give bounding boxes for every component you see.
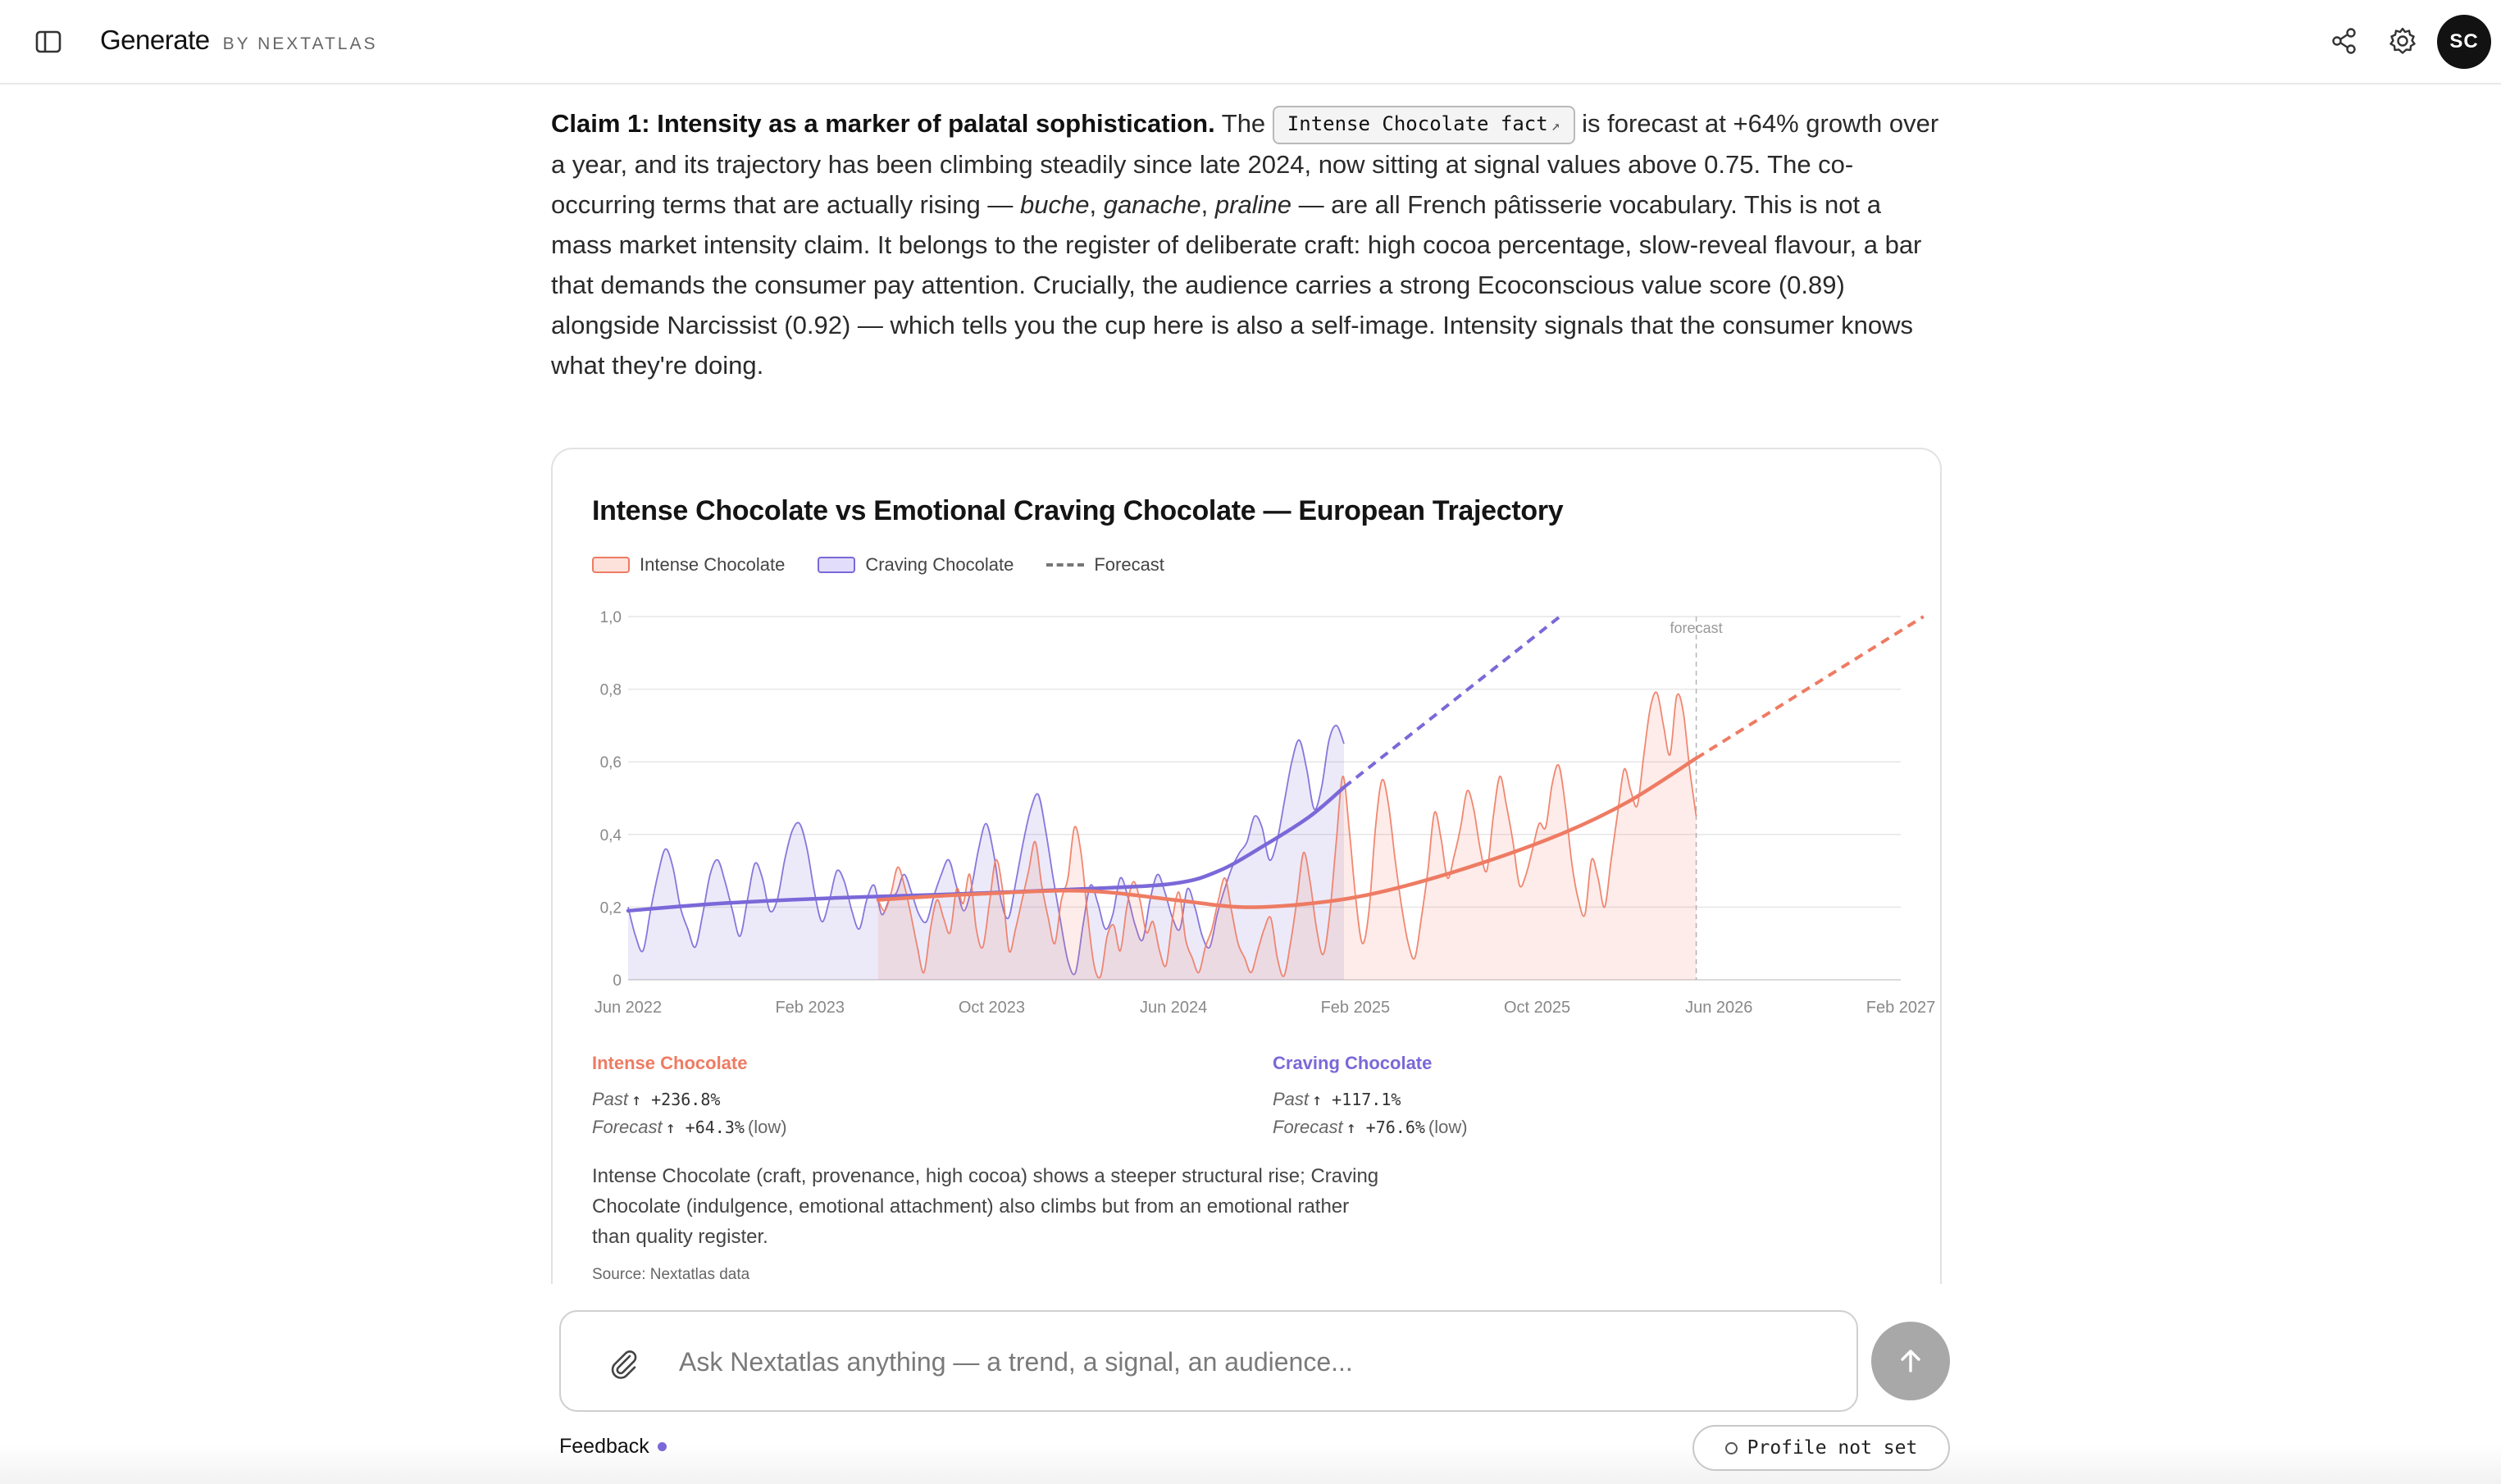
term: buche (1020, 190, 1090, 219)
app-subtitle: BY NEXTATLAS (222, 34, 378, 53)
article-text: — are all French pâtisserie vocabulary. This is not a mass market intensity claim. It belongs to the register of deliberate craft: high cocoa percentage, slow-reveal flavour, a bar that demands the consumer pay attention. Crucially, the audience carries a strong Ecoconscious value score (0.89) alongside Narcissist (0.92) — which tells you the cup here is also a self-image. Intensity signals that the consumer knows what they're doing. (551, 190, 1922, 380)
stats-key: Forecast (592, 1117, 663, 1137)
y-tick-label: 0,4 (599, 826, 622, 844)
legend-label: Forecast (1094, 554, 1164, 575)
stats-forecast (1273, 1113, 1896, 1141)
x-tick-label: Oct 2025 (1503, 999, 1571, 1017)
x-tick-label: Feb 2025 (1320, 999, 1391, 1017)
legend-item-craving (818, 554, 1014, 576)
chart-title: Intense Chocolate vs Emotional Craving Chocolate — European Trajectory (592, 495, 1564, 526)
send-button[interactable] (1871, 1322, 1950, 1400)
legend-label: Craving Chocolate (865, 554, 1014, 575)
chart-card (551, 448, 1942, 1284)
x-tick-label: Oct 2023 (958, 999, 1026, 1017)
legend-swatch-forecast (1046, 563, 1084, 567)
paperclip-icon[interactable] (605, 1345, 641, 1381)
top-bar (0, 0, 2501, 84)
x-tick-label: Jun 2024 (1139, 999, 1208, 1017)
stats-key: Past (592, 1089, 629, 1109)
brand (100, 25, 377, 56)
claim-heading: Claim 1: Intensity as a marker of palatal sophistication. (551, 109, 1215, 138)
legend-label: Intense Chocolate (640, 554, 786, 575)
chart-caption: Intense Chocolate (craft, provenance, high cocoa) shows a steeper structural rise; Craving Chocolate (indulgence, emotional attachment) also climbs but from an emotional rather than quality register. (592, 1165, 1379, 1248)
avatar[interactable]: SC (2437, 15, 2491, 69)
stats-quality: (low) (747, 1117, 787, 1137)
chart-source: Source: Nextatlas data (592, 1266, 750, 1283)
term: praline (1214, 190, 1292, 219)
profile-button[interactable] (1692, 1425, 1950, 1471)
chart-legend (592, 554, 1164, 576)
stats-title: Craving Chocolate (1273, 1053, 1433, 1073)
legend-item-intense (592, 554, 785, 576)
sidebar-toggle-icon[interactable] (33, 26, 64, 57)
feedback-dot (658, 1442, 667, 1451)
share-icon[interactable] (2328, 25, 2361, 57)
feedback-link[interactable] (559, 1435, 667, 1459)
y-tick-label: 0,6 (599, 754, 622, 772)
separator: , (1089, 190, 1104, 219)
x-tick-label: Feb 2027 (1866, 999, 1936, 1017)
stats-past (592, 1086, 1215, 1113)
arrow-up-icon (1893, 1343, 1929, 1379)
gear-icon[interactable] (2386, 25, 2419, 57)
circle-icon (1725, 1442, 1738, 1454)
stats-value: ↑ +64.3% (665, 1118, 745, 1137)
stats-value: ↑ +236.8% (631, 1090, 721, 1109)
trajectory-chart (553, 597, 1942, 1040)
profile-label: Profile not set (1747, 1437, 1918, 1459)
stats-value: ↑ +117.1% (1312, 1090, 1401, 1109)
x-tick-label: Jun 2022 (594, 999, 663, 1017)
stats-past (1273, 1086, 1896, 1113)
forecast-marker-label: forecast (1670, 620, 1723, 636)
external-link-icon: ↗ (1551, 117, 1560, 134)
stats-intense (592, 1053, 1215, 1141)
stats-key: Past (1273, 1089, 1310, 1109)
stats-title: Intense Chocolate (592, 1053, 748, 1073)
feedback-label: Feedback (559, 1435, 649, 1458)
y-tick-label: 1,0 (599, 609, 622, 626)
message-text (551, 103, 1945, 385)
series-forecast-line (1697, 617, 1924, 758)
legend-swatch-craving (818, 557, 855, 573)
y-tick-label: 0,2 (599, 899, 622, 917)
stats-craving (1273, 1053, 1896, 1141)
x-tick-label: Jun 2026 (1685, 999, 1753, 1017)
x-tick-label: Feb 2023 (775, 999, 845, 1017)
article-text: The (1214, 109, 1273, 138)
fact-chip-label: Intense Chocolate fact (1287, 112, 1548, 135)
separator: , (1200, 190, 1215, 219)
legend-swatch-intense (592, 557, 630, 573)
y-tick-label: 0 (613, 972, 622, 990)
ask-input[interactable] (679, 1335, 1827, 1389)
composer (559, 1310, 1858, 1412)
stats-forecast (592, 1113, 1215, 1141)
app-title: Generate (100, 25, 210, 55)
term: ganache (1103, 190, 1201, 219)
fact-chip[interactable] (1273, 106, 1575, 144)
stats-quality: (low) (1428, 1117, 1468, 1137)
stats-key: Forecast (1273, 1117, 1343, 1137)
article-text: is forecast at +64% growth over a year, and its trajectory has been climbing steadily since late 2024, now sitting at signal values above 0.75. The co-occurring terms that are actually rising — (551, 109, 1939, 219)
y-tick-label: 0,8 (599, 681, 622, 699)
legend-item-forecast (1046, 554, 1164, 576)
stats-value: ↑ +76.6% (1346, 1118, 1425, 1137)
